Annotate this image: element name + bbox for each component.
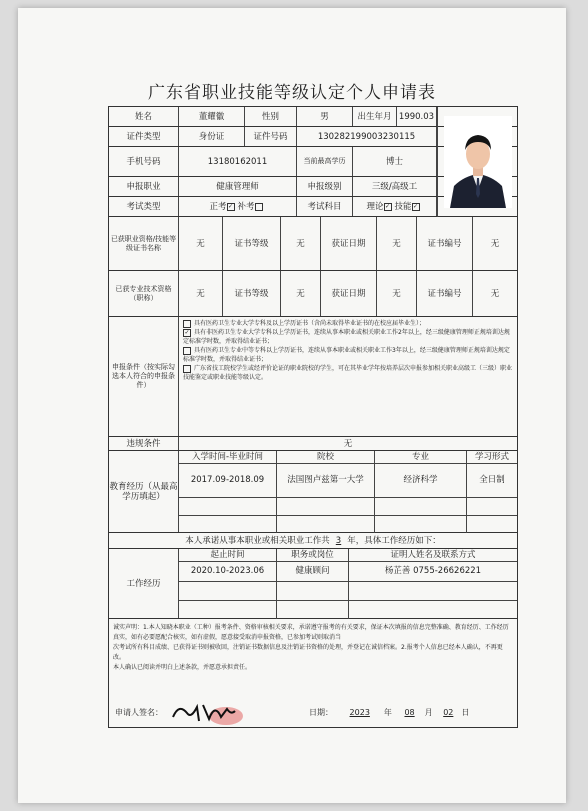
label-phone: 手机号码 [109, 147, 179, 176]
condition-checkbox-2[interactable]: ✓ [184, 328, 190, 336]
row-work-years [109, 533, 517, 549]
edu-major: 经济科学 [375, 463, 467, 497]
label-cert2-no: 证书编号 [417, 271, 473, 316]
exam-theory-label: 理论 [366, 201, 384, 212]
work-time: 2020.10-2023.06 [179, 561, 277, 581]
label-cert1-no: 证书编号 [417, 217, 473, 270]
declaration-line: 诚实声明：1.本人知晓本职业（工种）报考条件、资格审核相关要求，承诺遵守报考的有关要求，保证本次填报的信息完整准确、教育经历、工作经历真实，如有必要愿配合核实，如有虚假，愿意接受取消申报资格，已参加考试则取消当 [113, 624, 509, 641]
row-conditions [109, 317, 517, 437]
value-occupation: 健康管理师 [179, 177, 297, 196]
application-form-page [18, 8, 566, 803]
form-table [108, 106, 518, 728]
work-header-witness: 证明人姓名及联系方式 [390, 550, 476, 560]
label-conditions: 申报条件（按实际勾选本人符合的申报条件） [109, 317, 179, 436]
edu-empty-cell [375, 497, 467, 515]
edu-empty-cell [375, 515, 467, 533]
condition-item [183, 346, 513, 364]
value-exam-type [179, 197, 297, 216]
edu-row [179, 463, 517, 498]
work-header-time: 起止时间 [179, 549, 277, 561]
row-work-history [109, 549, 517, 619]
value-cert1-date: 无 [377, 217, 417, 270]
value-cert1-name: 无 [179, 217, 223, 270]
exam-regular-label: 正考 [209, 201, 227, 212]
form-title: 广东省职业技能等级认定个人申请表 [148, 83, 436, 103]
work-empty-cell [179, 600, 277, 619]
date-month-unit: 月 [424, 708, 433, 717]
work-empty-cell [277, 600, 349, 619]
exam-makeup-label: 补考 [237, 201, 255, 212]
date-year-unit: 年 [383, 708, 392, 717]
label-work-history: 工作经历 [109, 549, 179, 618]
exam-skill-label: 技能 [394, 201, 412, 212]
work-years-statement [109, 533, 517, 548]
label-violation: 违规条件 [109, 437, 179, 450]
person-photo-icon [444, 116, 512, 208]
label-name: 姓名 [109, 107, 179, 126]
exam-skill-checkbox[interactable]: ✓ [413, 202, 419, 210]
condition-text-4: 广东省技工院校学生或经评价论证的职业院校的学生，可在其毕业学年按培养层次申报参加相关职业高级工（三级）职业技能鉴定或职业技能等级认定。 [183, 365, 513, 381]
condition-text-2: 具有非医药卫生专业大学专科以上学历证书，连续从事本职业或相关职业工作2年以上，经三级健康管理师正规培训达规定标准学时数，并取得结业证书； [183, 329, 510, 345]
label-birth: 出生年月 [353, 107, 397, 126]
value-phone: 13180162011 [179, 147, 297, 176]
work-unit: 健康顾问 [277, 561, 349, 581]
value-id-type: 身份证 [179, 127, 245, 146]
label-exam-subject: 考试科目 [297, 197, 353, 216]
value-cert1-level: 无 [281, 217, 321, 270]
edu-empty-cell [179, 497, 277, 515]
condition-checkbox-1[interactable] [183, 320, 191, 328]
work-witness: 杨芷善 0755-26626221 [384, 566, 482, 576]
value-name: 董耀徽 [179, 107, 245, 126]
condition-text-1: 具有医药卫生专业大学专科及以上学历证书（含尚未取得毕业证书的在校应届毕业生）； [194, 320, 426, 327]
condition-item [183, 328, 513, 346]
exam-regular-checkbox[interactable]: ✓ [227, 202, 234, 210]
value-birth: 1990.03 [397, 107, 437, 126]
date-month: 08 [404, 708, 415, 717]
edu-header-time: 入学时间-毕业时间 [179, 451, 277, 463]
declaration-line: 本人确认已阅读并明白上述条款，并愿意承担责任。 [113, 664, 252, 671]
exam-theory-checkbox[interactable]: ✓ [384, 202, 391, 210]
label-occupation: 申报职业 [109, 177, 179, 196]
label-id-type: 证件类型 [109, 127, 179, 146]
label-id-no: 证件号码 [245, 127, 297, 146]
signature-scribble-icon [169, 699, 239, 725]
date-year: 2023 [349, 708, 370, 717]
value-education: 博士 [353, 147, 437, 176]
edu-empty-cell [179, 515, 277, 533]
applicant-signature-label: 申请人签名： [115, 708, 163, 717]
label-cert1: 已获职业资格/技能等级证书名称 [109, 217, 179, 270]
label-gender: 性别 [245, 107, 297, 126]
label-level: 申报级别 [297, 177, 353, 196]
label-cert2-level: 证书等级 [223, 271, 281, 316]
work-empty-cell [277, 581, 349, 600]
work-empty-cell [179, 581, 277, 600]
edu-header-form: 学习形式 [474, 452, 509, 462]
work-row-empty [179, 600, 517, 619]
label-education: 当前最高学历 [297, 147, 353, 176]
signature-area [109, 681, 269, 725]
edu-header-major: 专业 [375, 451, 467, 463]
row-cert2 [109, 271, 517, 317]
condition-text-3: 具有医药卫生专业中等专科以上学历证书，连续从事本职业或相关职业工作3年以上，经三级健康管理师正规培训达规定标准学时数，并取得结业证书； [183, 347, 510, 363]
value-exam-subject [353, 197, 437, 216]
date-day: 02 [443, 708, 454, 717]
value-cert2-name: 无 [179, 271, 223, 316]
applicant-photo [437, 107, 518, 217]
edu-row-empty [179, 497, 517, 516]
edu-time: 2017.09-2018.09 [179, 463, 277, 497]
value-id-no: 130282199003230115 [297, 127, 437, 146]
edu-header-school: 院校 [277, 451, 375, 463]
edu-form: 全日制 [479, 475, 505, 485]
value-level: 三级/高级工 [353, 177, 437, 196]
work-years-value: 3 [335, 535, 342, 546]
row-declaration [109, 619, 517, 727]
value-violation: 无 [343, 438, 353, 449]
work-row-empty [179, 581, 517, 601]
conditions-list [179, 317, 517, 436]
row-violation [109, 437, 517, 451]
condition-checkbox-3[interactable] [183, 347, 191, 355]
date-label: 日期： [309, 708, 333, 717]
declaration-text [113, 623, 511, 673]
work-header-unit: 职务或岗位 [277, 549, 349, 561]
date-field [309, 707, 469, 718]
label-cert2-date: 获证日期 [321, 271, 377, 316]
row-education [109, 451, 517, 533]
value-gender: 男 [297, 107, 353, 126]
value-cert1-no: 无 [490, 238, 500, 249]
edu-empty-cell [277, 515, 375, 533]
value-cert2-no: 无 [490, 288, 500, 299]
exam-makeup-checkbox[interactable] [255, 203, 263, 211]
label-exam-type: 考试类型 [109, 197, 179, 216]
date-day-unit: 日 [461, 708, 470, 717]
value-cert2-date: 无 [377, 271, 417, 316]
condition-item [183, 319, 513, 328]
edu-row-empty [179, 515, 517, 533]
edu-school: 法国图卢兹第一大学 [277, 463, 375, 497]
work-years-text-a: 本人承诺从事本职业或相关职业工作共 [185, 535, 330, 546]
handwritten-signature [169, 699, 239, 730]
row-cert1 [109, 217, 517, 271]
work-row [179, 561, 517, 582]
value-cert2-level: 无 [281, 271, 321, 316]
label-education-history: 教育经历（从最高学历填起） [109, 451, 179, 532]
label-cert1-level: 证书等级 [223, 217, 281, 270]
condition-item [183, 364, 513, 382]
declaration-line: 次考试所有科目成绩、已获得证书则被收回，注销证书数据信息及注销证书资格的处理，并登记在诚信档案。2.报考个人信息已经本人确认，不再更改。 [113, 644, 503, 661]
label-cert1-date: 获证日期 [321, 217, 377, 270]
label-cert2: 已获专业技术资格（职称） [109, 271, 179, 316]
work-years-text-b: 年，具体工作经历如下： [347, 535, 441, 546]
edu-empty-cell [277, 497, 375, 515]
condition-checkbox-4[interactable] [183, 365, 191, 373]
